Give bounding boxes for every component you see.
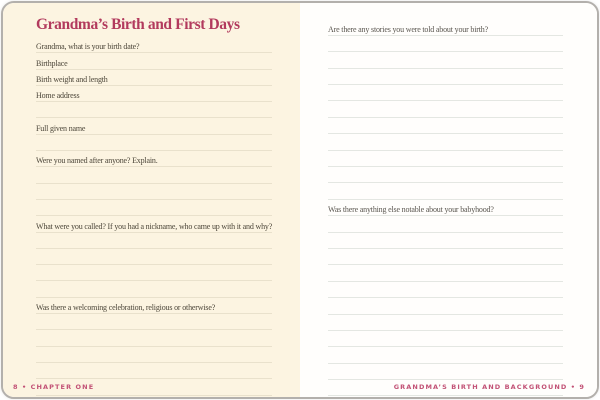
ruled-line (328, 364, 563, 380)
ruled-line (36, 330, 272, 346)
prompt-text: Was there a welcoming celebration, religious or otherwise? (36, 303, 216, 313)
ruled-line (328, 134, 563, 150)
ruled-line (328, 282, 563, 298)
prompt-text: Home address (36, 91, 80, 101)
ruled-line (36, 200, 272, 216)
prompt-line (36, 37, 272, 53)
left-page-footer: 8 • CHAPTER ONE (13, 383, 95, 391)
ruled-line (328, 69, 563, 85)
ruled-line (328, 85, 563, 101)
ruled-line (36, 135, 272, 151)
prompt-line (36, 298, 272, 314)
ruled-line (328, 331, 563, 347)
prompt-text: Birthplace (36, 58, 68, 68)
ruled-line (328, 216, 563, 232)
prompt-line (36, 216, 272, 232)
prompt-line (328, 20, 563, 36)
ruled-line (328, 36, 563, 52)
right-page-lines (328, 20, 563, 397)
ruled-line (328, 233, 563, 249)
prompt-line (36, 86, 272, 102)
prompt-line (328, 200, 563, 216)
ruled-line (36, 363, 272, 379)
ruled-line (328, 347, 563, 363)
ruled-line (36, 314, 272, 330)
right-page (300, 3, 597, 397)
ruled-line (328, 265, 563, 281)
ruled-line (328, 315, 563, 331)
ruled-line (36, 184, 272, 200)
prompt-text: Are there any stories you were told about your birth? (328, 24, 488, 34)
chapter-title: Grandma’s Birth and First Days (36, 16, 240, 33)
ruled-line (36, 167, 272, 183)
left-page (3, 3, 300, 397)
ruled-line (36, 347, 272, 363)
prompt-line (36, 118, 272, 134)
ruled-line (328, 118, 563, 134)
ruled-line (328, 167, 563, 183)
right-page-footer: GRANDMA’S BIRTH AND BACKGROUND • 9 (393, 383, 585, 391)
ruled-line (36, 265, 272, 281)
ruled-line (36, 281, 272, 297)
prompt-text: Was there anything else notable about your babyhood? (328, 205, 494, 215)
prompt-text: Full given name (36, 123, 86, 133)
ruled-line (36, 249, 272, 265)
prompt-text: Birth weight and length (36, 74, 108, 84)
book-spread (1, 1, 599, 399)
prompt-text: What were you called? If you had a nickname, who came up with it and why? (36, 221, 273, 231)
ruled-line (328, 151, 563, 167)
ruled-line (36, 102, 272, 118)
ruled-line (328, 52, 563, 68)
prompt-line (36, 53, 272, 69)
prompt-line (36, 70, 272, 86)
ruled-line (328, 298, 563, 314)
ruled-line (328, 249, 563, 265)
ruled-line (36, 233, 272, 249)
prompt-text: Were you named after anyone? Explain. (36, 156, 158, 166)
ruled-line (328, 101, 563, 117)
prompt-line (36, 151, 272, 167)
prompt-text: Grandma, what is your birth date? (36, 42, 140, 52)
left-page-lines (36, 37, 272, 396)
ruled-line (328, 183, 563, 199)
